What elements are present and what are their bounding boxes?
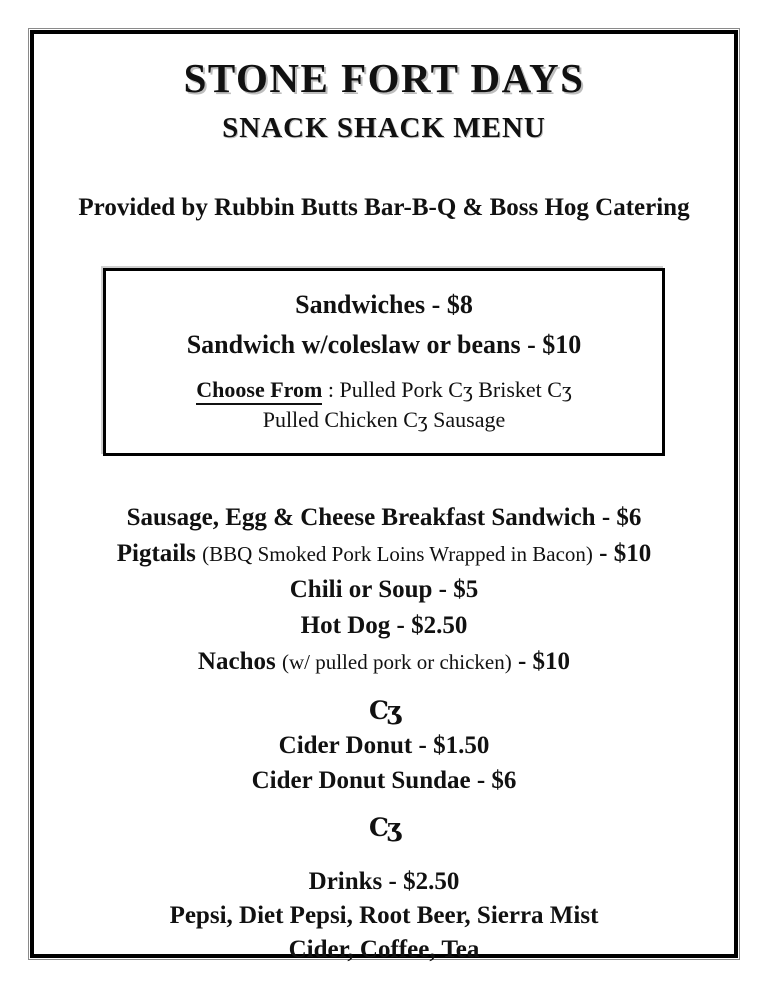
provider-line: Provided by Rubbin Butts Bar-B-Q & Boss Hog Catering — [78, 194, 690, 221]
item-note: (BBQ Smoked Pork Loins Wrapped in Bacon) — [202, 542, 593, 566]
drinks-sodas-line: Pepsi, Diet Pepsi, Root Beer, Sierra Mist — [169, 902, 599, 929]
item-name: Nachos — [197, 648, 276, 675]
dessert-section — [34, 728, 734, 798]
choose-from-colon: : — [327, 377, 334, 402]
page-subtitle: SNACK SHACK MENU — [222, 112, 546, 144]
menu-item-nachos — [34, 644, 734, 680]
page-border-outer — [28, 28, 740, 963]
choose-from-line-1 — [114, 375, 654, 405]
menu-items-list — [34, 500, 734, 680]
sandwich-price-line: Sandwiches - $8 — [295, 290, 473, 319]
item-price: - $2.50 — [396, 612, 468, 639]
choose-from-label: Choose From — [196, 377, 322, 405]
item-price: - $10 — [599, 540, 652, 567]
drinks-section — [34, 865, 734, 967]
drinks-price-line: Drinks - $2.50 — [308, 868, 460, 895]
choose-from-options-1: Pulled Pork Cʒ Brisket Cʒ — [339, 377, 572, 402]
item-name: Sausage, Egg & Cheese Breakfast Sandwich — [126, 504, 596, 531]
drinks-other-line: Cider, Coffee, Tea — [288, 936, 480, 963]
item-name: Hot Dog — [300, 612, 391, 639]
item-name: Chili or Soup — [289, 576, 433, 603]
menu-item-pigtails — [34, 536, 734, 572]
menu-item-cider-donut-sundae: Cider Donut Sundae - $6 — [251, 767, 517, 794]
sandwich-combo-price-line: Sandwich w/coleslaw or beans - $10 — [186, 330, 582, 359]
item-price: - $6 — [601, 504, 642, 531]
page-title: STONE FORT DAYS — [183, 55, 585, 101]
menu-item-cider-donut: Cider Donut - $1.50 — [278, 732, 490, 759]
item-price: - $10 — [517, 648, 571, 675]
item-note: (w/ pulled pork or chicken) — [281, 650, 512, 674]
choose-from-line-2: Pulled Chicken Cʒ Sausage — [262, 407, 506, 432]
menu-item-hot-dog — [34, 608, 734, 644]
menu-item-chili-or-soup — [34, 572, 734, 608]
et-ornament-icon: Cʒ — [368, 696, 400, 725]
item-name: Pigtails — [116, 540, 196, 567]
et-ornament-icon: Cʒ — [368, 813, 400, 842]
menu-item-breakfast-sandwich — [34, 500, 734, 536]
page-border-inner — [30, 30, 738, 963]
sandwich-section-box — [103, 268, 665, 456]
item-price: - $5 — [438, 576, 479, 603]
